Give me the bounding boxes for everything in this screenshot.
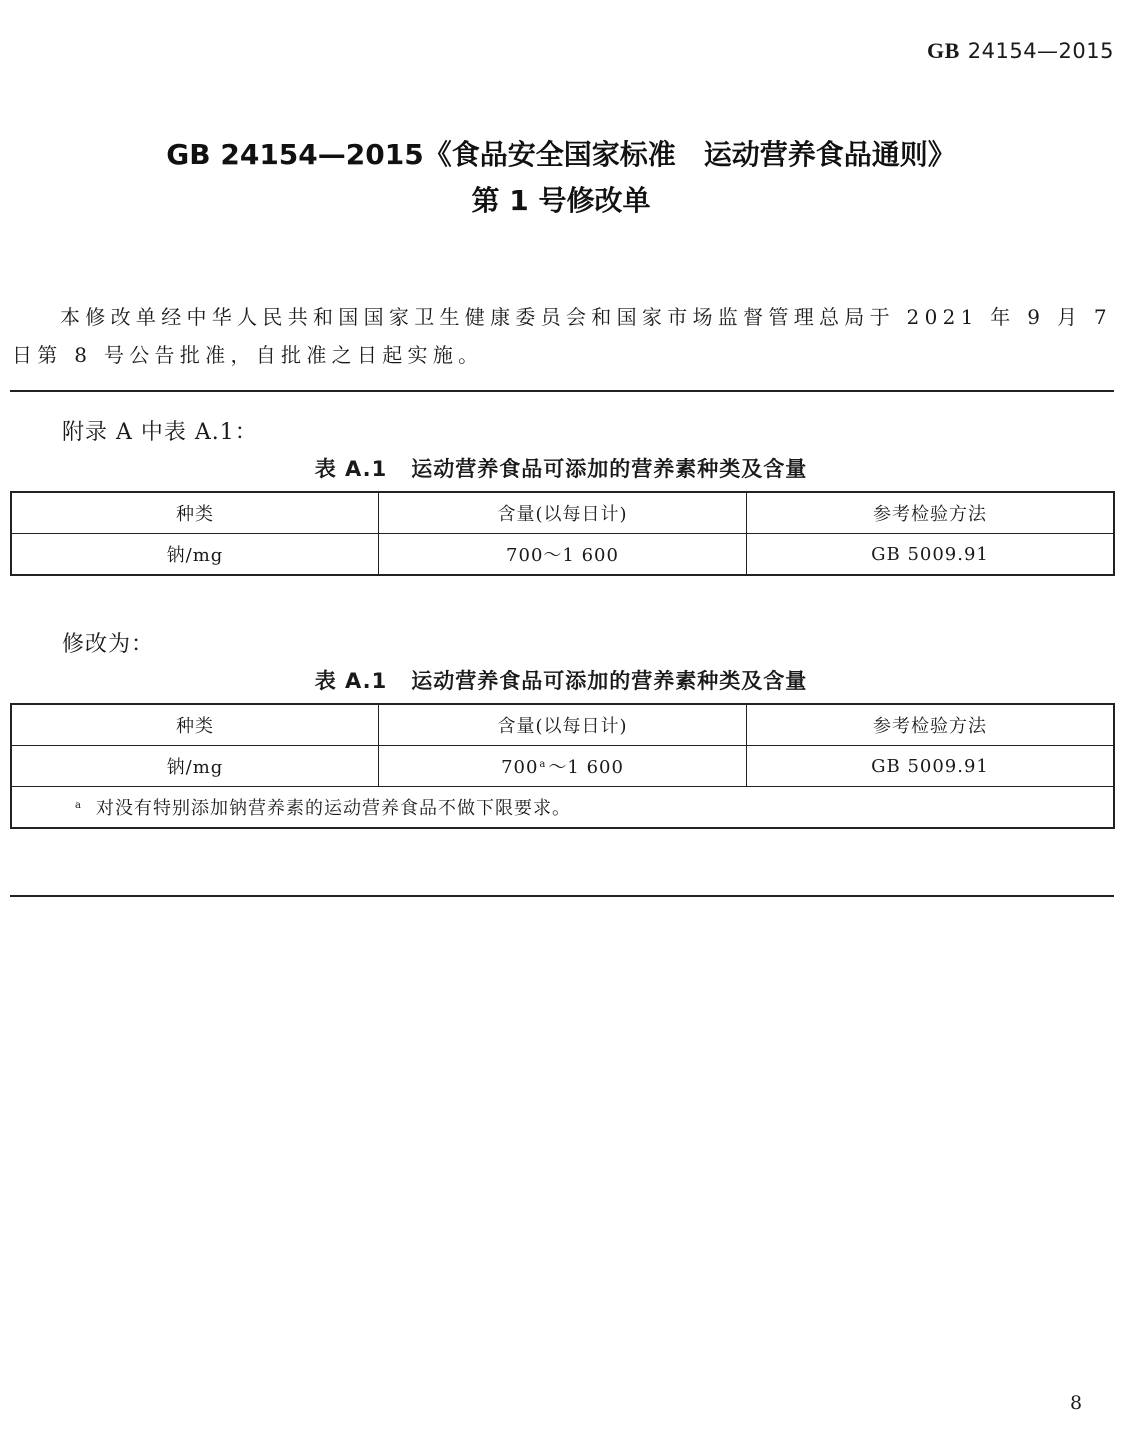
table-row bbox=[11, 534, 1114, 576]
table-row bbox=[11, 746, 1114, 787]
table-header-row bbox=[11, 492, 1114, 534]
header-cell-method: 参考检验方法 bbox=[747, 704, 1115, 746]
amount-low: 700 bbox=[501, 757, 539, 778]
table-header-row bbox=[11, 704, 1114, 746]
document-subtitle: 第 1 号修改单 bbox=[471, 184, 651, 217]
standard-code-header bbox=[927, 38, 1114, 64]
amount-rest: ～1 600 bbox=[548, 757, 624, 778]
table-number: 表 A.1 bbox=[314, 669, 388, 693]
original-section-label: 附录 A 中表 A.1： bbox=[62, 420, 258, 445]
original-table bbox=[10, 491, 1115, 576]
document-title: GB 24154—2015《食品安全国家标准 运动营养食品通则》 bbox=[166, 138, 956, 171]
footnote-text: 对没有特别添加钠营养素的运动营养食品不做下限要求。 bbox=[95, 798, 571, 819]
divider-bottom bbox=[10, 895, 1114, 897]
header-cell-type: 种类 bbox=[11, 704, 379, 746]
footnote-marker: a bbox=[75, 800, 82, 811]
footnote-marker: a bbox=[539, 759, 547, 770]
table-number: 表 A.1 bbox=[314, 457, 388, 481]
page-number: 8 bbox=[1070, 1392, 1083, 1414]
cell-method: GB 5009.91 bbox=[747, 746, 1115, 787]
table-caption-text: 运动营养食品可添加的营养素种类及含量 bbox=[411, 669, 808, 693]
intro-text: 本修改单经中华人民共和国国家卫生健康委员会和国家市场监督管理总局于 2021 年 9 月 7 日第 8 号公告批准，自批准之日起实施。 bbox=[12, 305, 1112, 367]
footnote-cell bbox=[11, 787, 1114, 829]
divider-top bbox=[10, 390, 1114, 392]
cell-amount: 700～1 600 bbox=[379, 534, 747, 576]
intro-paragraph bbox=[12, 298, 1112, 374]
header-cell-amount: 含量(以每日计) bbox=[379, 704, 747, 746]
standard-code-prefix: GB bbox=[926, 38, 960, 63]
original-table-caption bbox=[0, 453, 1122, 483]
amended-table-caption bbox=[0, 665, 1122, 695]
cell-type: 钠/mg bbox=[11, 746, 379, 787]
table-caption-text: 运动营养食品可添加的营养素种类及含量 bbox=[411, 457, 808, 481]
cell-method: GB 5009.91 bbox=[747, 534, 1115, 576]
header-cell-method: 参考检验方法 bbox=[747, 492, 1115, 534]
cell-amount bbox=[379, 746, 747, 787]
standard-code-number: 24154—2015 bbox=[967, 39, 1114, 63]
cell-type: 钠/mg bbox=[11, 534, 379, 576]
amended-section-label: 修改为： bbox=[62, 632, 155, 657]
table-footnote-row bbox=[11, 787, 1114, 829]
amended-table bbox=[10, 703, 1115, 829]
header-cell-amount: 含量(以每日计) bbox=[379, 492, 747, 534]
header-cell-type: 种类 bbox=[11, 492, 379, 534]
